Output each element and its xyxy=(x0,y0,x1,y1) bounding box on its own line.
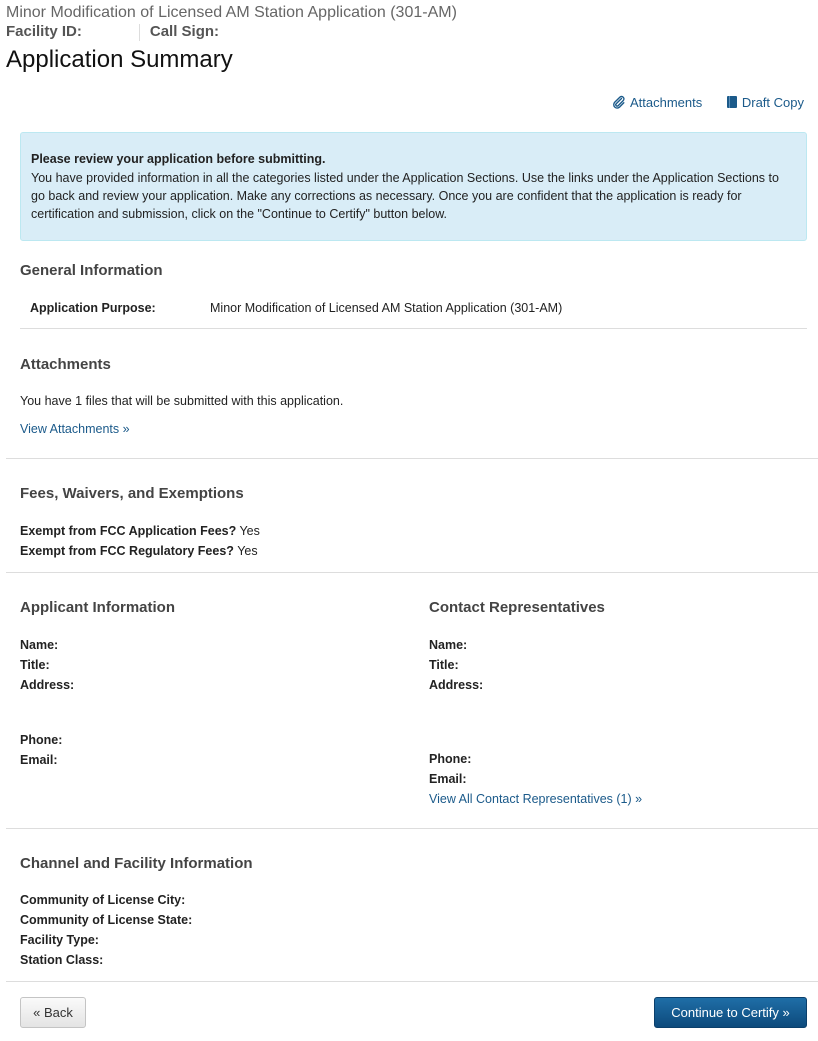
attachments-heading: Attachments xyxy=(20,356,111,373)
applicant-name-label: Name: xyxy=(20,638,59,652)
attachments-summary: You have 1 files that will be submitted with this application. xyxy=(20,394,344,408)
facility-id-label: Facility ID: xyxy=(6,23,82,40)
facility-ids xyxy=(6,23,219,41)
top-links xyxy=(592,95,804,110)
paperclip-icon xyxy=(612,95,626,109)
header-separator xyxy=(139,24,140,41)
view-attachments-link[interactable]: View Attachments » xyxy=(20,422,130,436)
attachments-link[interactable] xyxy=(612,95,706,110)
application-purpose-label: Application Purpose: xyxy=(30,301,156,315)
contact-phone-label: Phone: xyxy=(429,752,472,766)
alert-title: Please review your application before submitting. xyxy=(31,152,326,166)
contact-representatives-heading: Contact Representatives xyxy=(429,599,605,616)
applicant-address-label: Address: xyxy=(20,678,75,692)
contact-title-label: Title: xyxy=(429,658,459,672)
channel-facility-heading: Channel and Facility Information xyxy=(20,855,253,872)
page-title: Application Summary xyxy=(6,46,233,73)
license-city-label: Community of License City: xyxy=(20,893,186,907)
book-icon xyxy=(726,95,738,109)
contact-name-label: Name: xyxy=(429,638,468,652)
facility-type-label: Facility Type: xyxy=(20,933,99,947)
continue-to-certify-button[interactable]: Continue to Certify » xyxy=(654,997,807,1028)
call-sign-label: Call Sign: xyxy=(149,23,220,40)
applicant-phone-label: Phone: xyxy=(20,733,63,747)
divider xyxy=(6,458,818,459)
view-all-contacts-link[interactable]: View All Contact Representatives (1) » xyxy=(429,792,643,806)
alert-body: You have provided information in all the categories listed under the Application Sections. Use the links under the Application Sections to go back and review your application. Make any corrections as necessary. Once you are confident that the application is ready for certification and submission, click on the "Continue to Certify" button below. xyxy=(31,171,779,221)
station-class-label: Station Class: xyxy=(20,953,104,967)
draft-copy-link-label: Draft Copy xyxy=(741,95,804,110)
back-button[interactable]: « Back xyxy=(20,997,86,1028)
form-title: Minor Modification of Licensed AM Station Application (301-AM) xyxy=(6,4,457,21)
applicant-information-heading: Applicant Information xyxy=(20,599,175,616)
review-alert xyxy=(20,132,807,241)
divider xyxy=(6,828,818,829)
application-purpose-value-row xyxy=(210,301,562,315)
general-information-heading: General Information xyxy=(20,262,163,279)
application-purpose-row xyxy=(30,301,156,315)
fees-heading: Fees, Waivers, and Exemptions xyxy=(20,485,244,502)
regulatory-fees-row xyxy=(20,544,258,558)
divider xyxy=(6,981,818,982)
application-fees-label: Exempt from FCC Application Fees? xyxy=(20,524,237,538)
attachments-link-label: Attachments xyxy=(629,95,703,110)
regulatory-fees-value: Yes xyxy=(237,544,258,558)
divider xyxy=(6,572,818,573)
draft-copy-link[interactable] xyxy=(726,95,804,110)
applicant-title-label: Title: xyxy=(20,658,50,672)
contact-email-label: Email: xyxy=(429,772,467,786)
applicant-email-label: Email: xyxy=(20,753,58,767)
divider xyxy=(20,328,807,329)
license-state-label: Community of License State: xyxy=(20,913,193,927)
application-purpose-value: Minor Modification of Licensed AM Station Application (301-AM) xyxy=(210,301,563,315)
application-fees-value: Yes xyxy=(239,524,260,538)
application-fees-row xyxy=(20,524,260,538)
contact-address-label: Address: xyxy=(429,678,484,692)
regulatory-fees-label: Exempt from FCC Regulatory Fees? xyxy=(20,544,234,558)
